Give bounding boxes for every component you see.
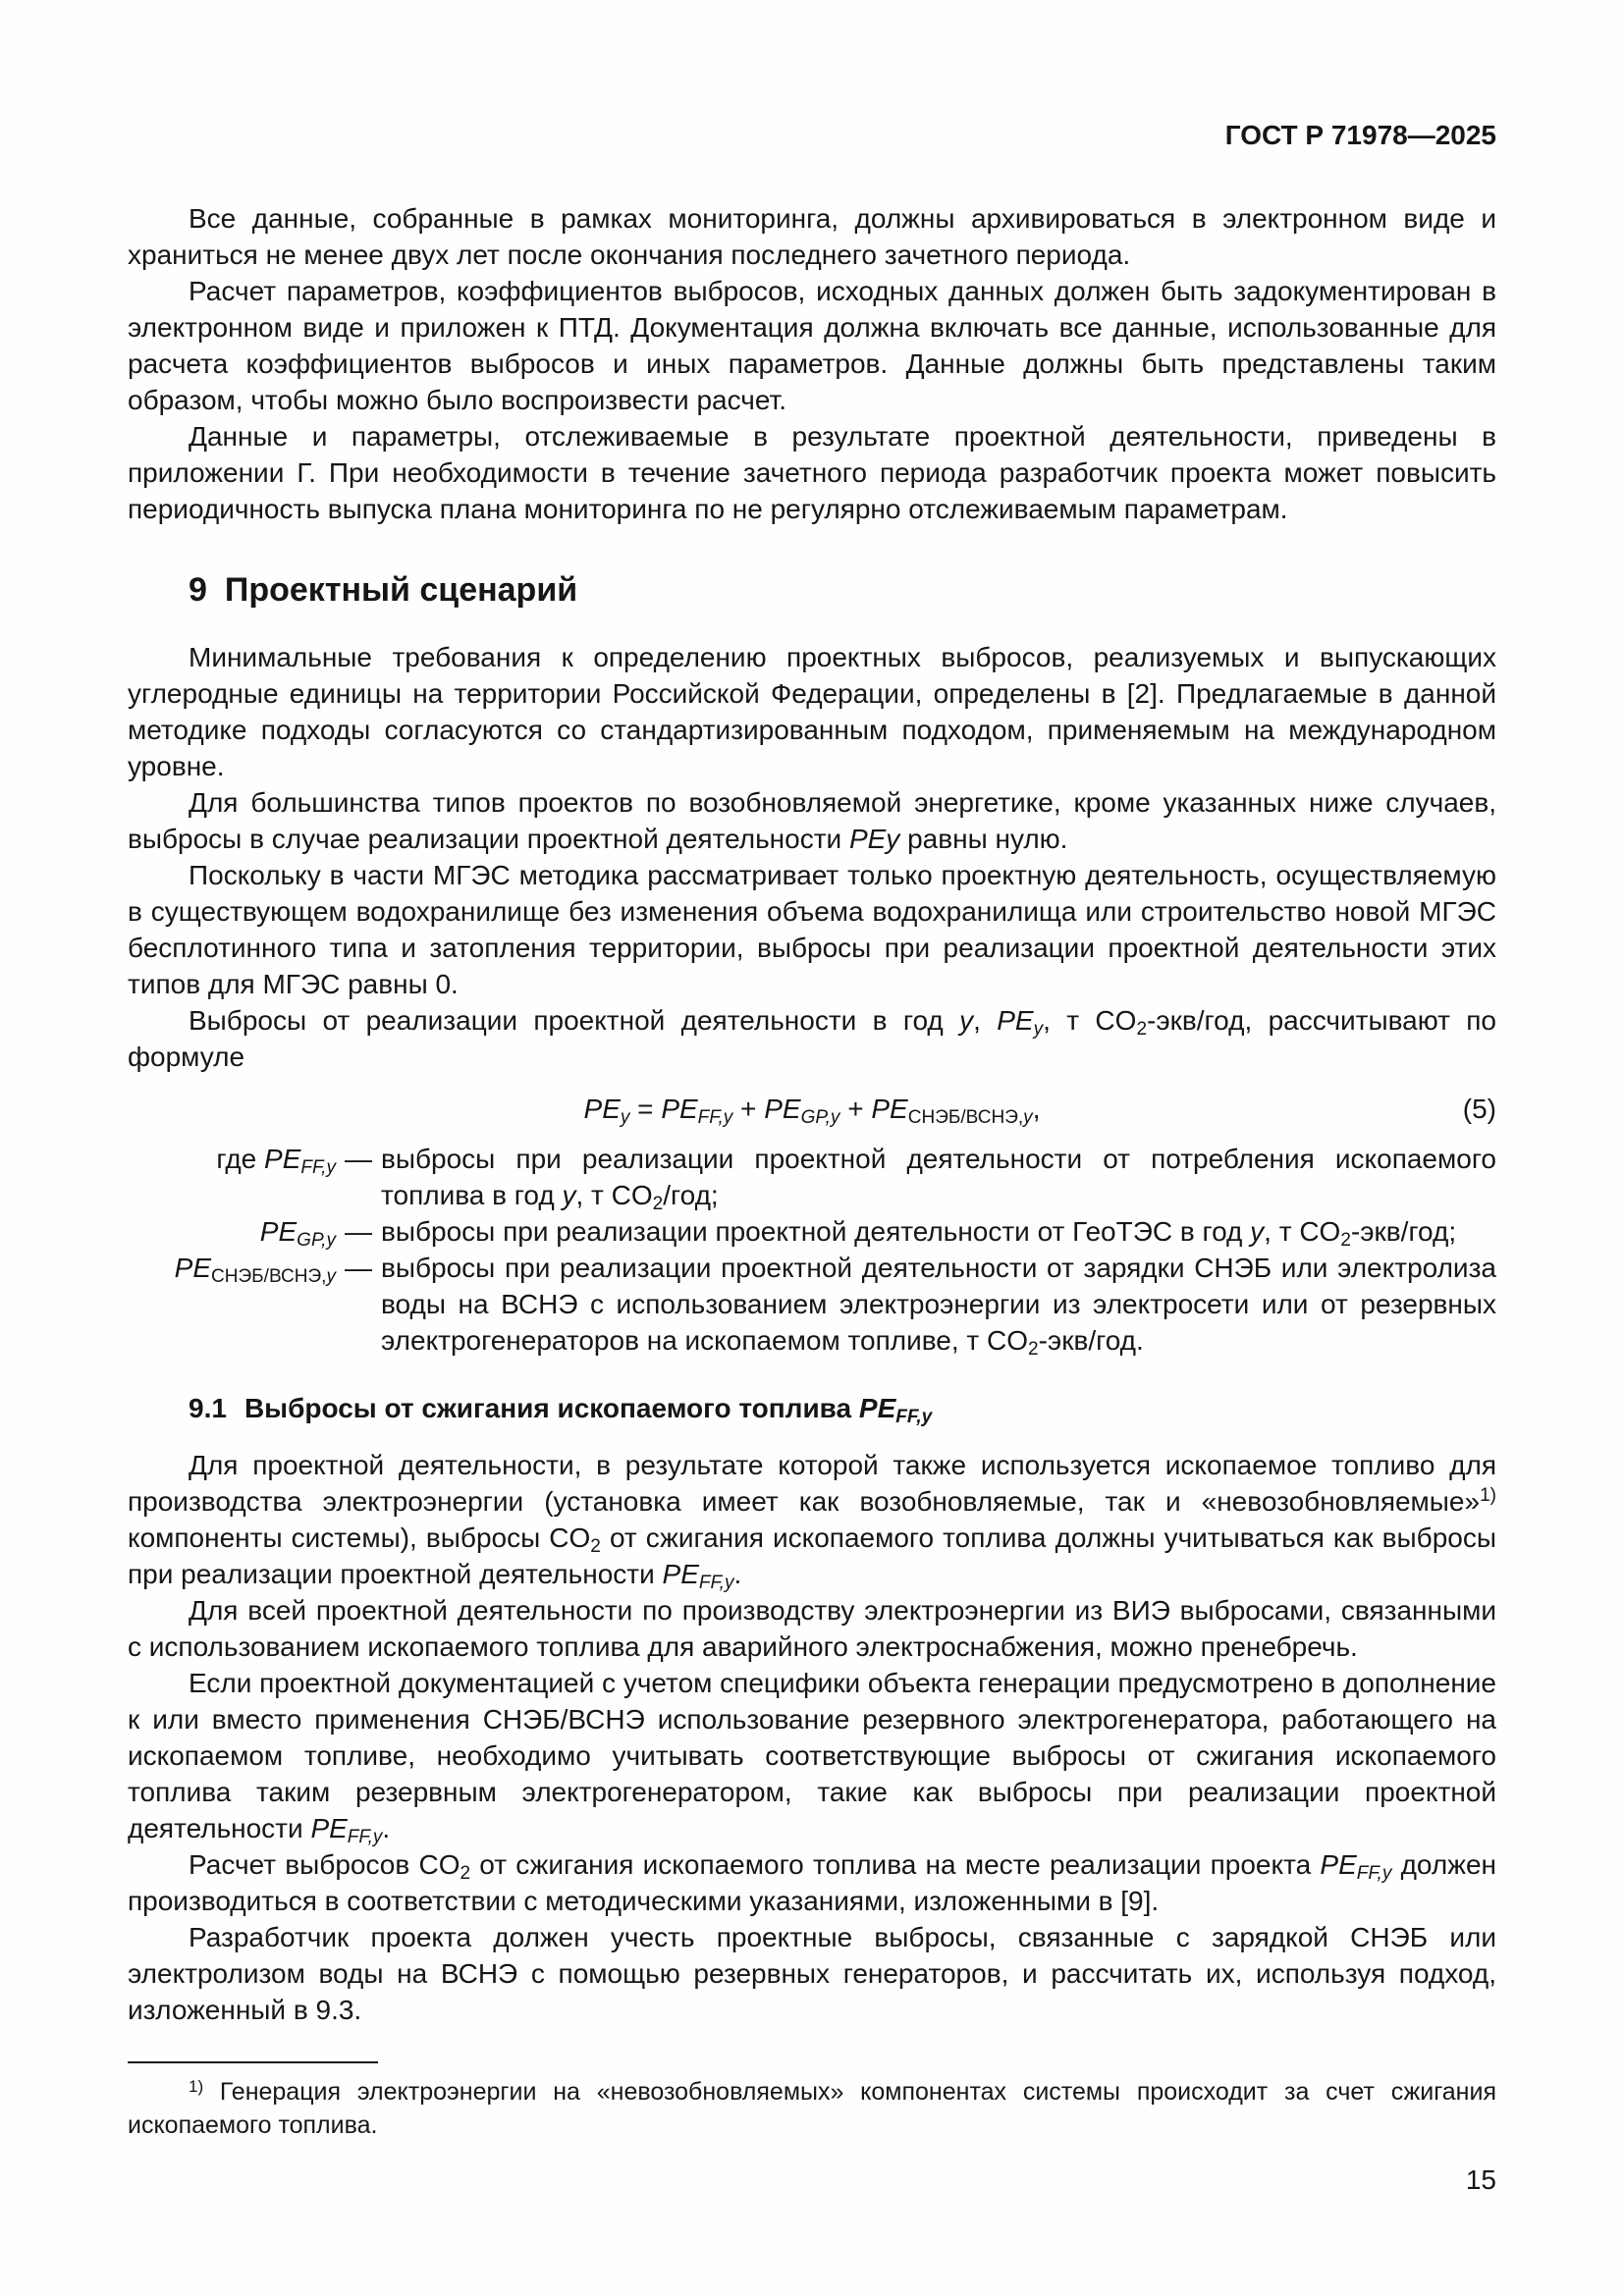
paragraph: Для всей проектной деятельности по производству электроэнергии из ВИЭ выбросами, связанными с использованием ископаемого топлива для аварийного электроснабжения, можно пренебречь. (128, 1595, 1496, 1662)
footnote-text: $^{1)}$ Генерация электроэнергии на «невозобновляемых» компонентах системы происходит за счет сжигания ископаемого топлива. (128, 2076, 1496, 2139)
paragraph: Минимальные требования к определению проектных выбросов, реализуемых и выпускающих углеродные единицы на территории Российской Федерации, определены в [2]. Предлагаемые в данной методике подходы согласуются со стандартизированным подходом, применяемым на международном уровне. (128, 642, 1496, 781)
subsection-title-text: Выбросы от сжигания ископаемого топлива $PE_{FF,y}$ (244, 1393, 933, 1427)
section-9-1-title (189, 1390, 1496, 1427)
definition-term: где $PE_{FF,y}$ (216, 1144, 336, 1178)
definitions-list (128, 1141, 1496, 1359)
page-number: 15 (1465, 2164, 1496, 2195)
definition-row (128, 1250, 1496, 1359)
definition-dash: — (345, 1216, 372, 1247)
definition-dash: — (345, 1253, 372, 1283)
definition-row (128, 1141, 1496, 1213)
definition-text: выбросы при реализации проектной деятельности от зарядки СНЭБ или электролиза воды на ВСНЭ с использованием электроэнергии из электросети или от резервных электрогенераторов на ископаемом топливе, т $CO_2-экв$/год. (381, 1253, 1496, 1360)
definition-term: $PE_{GP,y}$ (259, 1216, 336, 1251)
section-title-text: Проектный сценарий (224, 571, 578, 609)
definition-row (128, 1213, 1496, 1250)
formula (128, 1091, 1496, 1127)
paragraph: Для проектной деятельности, в результате которой также используется ископаемое топливо для производства электроэнергии (установка имеет как возобновляемые, так и «невозобновляемые»$^{1)}$ компоненты системы), выбросы $CO_2$ от сжигания ископаемого топлива должны учитываться как выбросы при реализации проектной деятельности $PE_{FF,y}$. (128, 1450, 1496, 1593)
definition-term: $PE_{СНЭБ/ВСНЭ,y}$ (174, 1253, 336, 1287)
paragraph: Расчет параметров, коэффициентов выбросов, исходных данных должен быть задокументирован в электронном виде и приложен к ПТД. Документация должна включать все данные, использованные для расчета коэффициентов выбросов и иных параметров. Данные должны быть представлены таким образом, чтобы можно было воспроизвести расчет. (128, 276, 1496, 415)
paragraph: Все данные, собранные в рамках мониторинга, должны архивироваться в электронном виде и храниться не менее двух лет после окончания последнего зачетного периода. (128, 203, 1496, 270)
definition-text: выбросы при реализации проектной деятельности от ГеоТЭС в год y, т $CO_2-экв$/год; (381, 1216, 1457, 1251)
definition-text: выбросы при реализации проектной деятельности от потребления ископаемого топлива в год y, т $CO_2$/год; (381, 1144, 1496, 1214)
section-number: 9 (189, 571, 207, 609)
definition-dash: — (345, 1144, 372, 1174)
doc-number: ГОСТ Р 71978—2025 (1224, 120, 1496, 150)
paragraph: Расчет выбросов $CO_2$ от сжигания ископаемого топлива на месте реализации проекта $PE_{FF,y}$ должен производиться в соответствии с методическими указаниями, изложенными в [9]. (128, 1849, 1496, 1916)
paragraph: Для большинства типов проектов по возобновляемой энергетике, кроме указанных ниже случаев, выбросы в случае реализации проектной деятельности PEy равны нулю. (128, 787, 1496, 854)
subsection-number: 9.1 (189, 1393, 227, 1423)
paragraph: Выбросы от реализации проектной деятельности в год y, $PE_y$, т $CO_2-экв$/год, рассчитывают по формуле (128, 1005, 1496, 1072)
paragraph: Если проектной документацией с учетом специфики объекта генерации предусмотрено в дополнение к или вместо применения СНЭБ/ВСНЭ использование резервного электрогенератора, работающего на ископаемом топливе, необходимо учитывать соответствующие выбросы от сжигания ископаемого топлива таким резервным электрогенератором, такие как выбросы при реализации проектной деятельности $PE_{FF,y}$. (128, 1668, 1496, 1847)
formula-expression: $PE_y = PE_{FF,y} + PE_{GP,y} + PE_{СНЭБ/ВСНЭ,y}$, (583, 1094, 1041, 1128)
formula-number: (5) (1462, 1094, 1496, 1124)
paragraph: Поскольку в части МГЭС методика рассматривает только проектную деятельность, осуществляемую в существующем водохранилище без изменения объема водохранилища или строительство новой МГЭС бесплотинного типа и затопления территории, выбросы при реализации проектной деятельности этих типов для МГЭС равны 0. (128, 860, 1496, 999)
paragraph: Данные и параметры, отслеживаемые в результате проектной деятельности, приведены в приложении Г. При необходимости в течение зачетного периода разработчик проекта может повысить периодичность выпуска плана мониторинга по не регулярно отслеживаемым параметрам. (128, 421, 1496, 524)
footnote (128, 2061, 1496, 2142)
paragraph: Разработчик проекта должен учесть проектные выбросы, связанные с зарядкой СНЭБ или электролизом воды на ВСНЭ с помощью резервных генераторов, и рассчитать их, используя подход, изложенный в 9.3. (128, 1922, 1496, 2025)
footnote-divider (128, 2061, 378, 2063)
section-9-title (189, 568, 1496, 612)
